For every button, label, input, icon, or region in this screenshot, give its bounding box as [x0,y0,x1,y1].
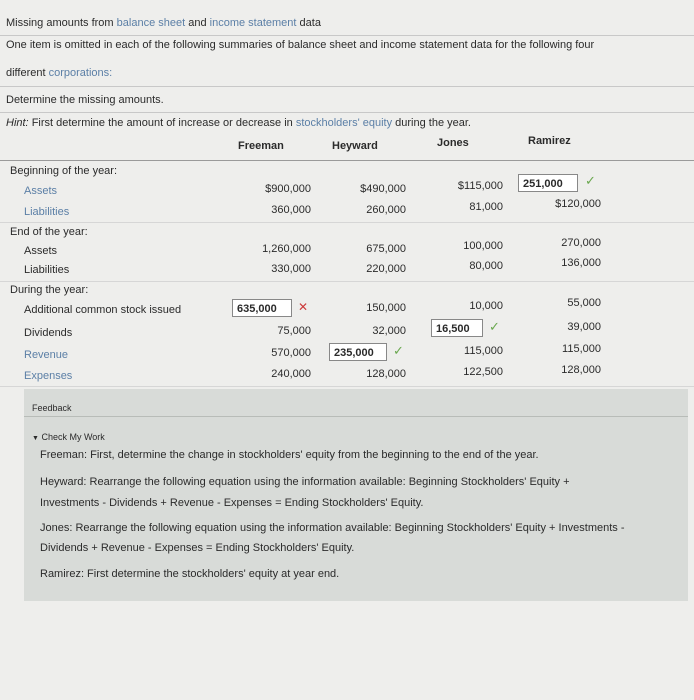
feedback-freeman: Freeman: First, determine the change in stockholders' equity from the beginning to the end of the year. [40,449,539,461]
row-label-revenue: Revenue [24,349,69,361]
heyward-end-liabilities: 220,000 [366,263,406,275]
freeman-end-liabilities: 330,000 [271,263,311,275]
jones-revenue: 115,000 [464,345,503,357]
correct-check-icon: ✓ [585,173,596,188]
balance-sheet-link[interactable]: balance sheet [116,17,186,29]
col-header-jones: Jones [437,137,469,149]
ramirez-revenue: 115,000 [562,343,601,355]
heyward-stock-issued: 150,000 [366,302,406,314]
header-divider [0,160,694,161]
jones-end-liabilities: 80,000 [469,260,503,272]
ramirez-expenses: 128,000 [561,364,601,376]
heyward-end-assets: 675,000 [366,243,406,255]
incorrect-icon: ✕ [298,300,309,314]
row-label-during: During the year: [10,284,89,296]
title-text: data [299,17,321,29]
page-title [6,17,321,29]
income-statement-link[interactable]: income statement [209,17,297,29]
ramirez-end-assets: 270,000 [561,237,601,249]
feedback-jones-2: Dividends + Revenue - Expenses = Ending Stockholders' Equity. [40,542,355,554]
freeman-revenue: 570,000 [271,347,311,359]
feedback-panel [24,389,688,601]
corporations-link[interactable]: corporations: [48,67,113,79]
row-divider [0,386,694,387]
ramirez-end-liabilities: 136,000 [561,257,601,269]
col-header-freeman: Freeman [238,140,284,152]
ramirez-stock-issued: 55,000 [567,297,601,309]
row-label-begin-assets: Assets [24,185,58,197]
feedback-heyward-2: Investments - Dividends + Revenue - Expenses = Ending Stockholders' Equity. [40,497,424,509]
freeman-dividends: 75,000 [277,325,311,337]
jones-dividends-input[interactable]: 16,500 [431,319,483,337]
freeman-begin-liabilities: 360,000 [271,204,311,216]
row-label-expenses: Expenses [24,370,73,382]
ramirez-begin-liabilities: $120,000 [555,198,601,210]
row-label-end-assets: Assets [24,245,58,257]
hint: Hint: First determine the amount of increase or decrease in stockholders' equity during the year. [6,117,471,129]
jones-end-assets: 100,000 [463,240,503,252]
title-text: Missing amounts from [6,17,114,29]
col-header-ramirez: Ramirez [528,135,571,147]
divider [0,112,694,113]
freeman-begin-assets: $900,000 [265,183,311,195]
col-header-heyward: Heyward [332,140,378,152]
instruction: Determine the missing amounts. [6,94,164,106]
correct-check-icon: ✓ [393,343,404,358]
row-divider [0,281,694,282]
heyward-begin-assets: $490,000 [360,183,406,195]
ramirez-begin-assets-input[interactable]: 251,000 [518,174,578,192]
intro-line-2: different corporations: [6,67,113,79]
stockholders-equity-link[interactable]: stockholders' equity [295,117,393,129]
feedback-divider [24,416,688,417]
row-divider [0,222,694,223]
jones-stock-issued: 10,000 [469,300,503,312]
divider [0,35,694,36]
correct-check-icon: ✓ [489,319,500,334]
row-label-stock-issued: Additional common stock issued [24,304,182,316]
heyward-begin-liabilities: 260,000 [366,204,406,216]
jones-begin-assets: $115,000 [457,180,503,192]
heyward-dividends: 32,000 [372,325,406,337]
jones-begin-liabilities: 81,000 [469,201,503,213]
title-text: and [188,17,207,29]
intro-line-1: One item is omitted in each of the following summaries of balance sheet and income statement data for the following four [6,39,595,51]
freeman-expenses: 240,000 [271,368,311,380]
row-label-beginning: Beginning of the year: [10,165,118,177]
divider [0,86,694,87]
heyward-revenue-input[interactable]: 235,000 [329,343,387,361]
heyward-expenses: 128,000 [366,368,406,380]
row-label-begin-liabilities: Liabilities [24,206,70,218]
row-label-end: End of the year: [10,226,88,238]
feedback-jones-1: Jones: Rearrange the following equation using the information available: Beginning Stockholders' Equity + Investments - [40,522,625,534]
check-my-work-toggle[interactable]: ▼ Check My Work [32,432,105,442]
freeman-stock-issued-input[interactable]: 635,000 [232,299,292,317]
triangle-down-icon: ▼ [32,435,39,442]
row-label-end-liabilities: Liabilities [24,264,70,276]
feedback-ramirez: Ramirez: First determine the stockholders' equity at year end. [40,568,340,580]
feedback-label: Feedback [32,403,72,413]
feedback-heyward-1: Heyward: Rearrange the following equation using the information available: Beginning Stockholders' Equity + [40,476,570,488]
freeman-end-assets: 1,260,000 [262,243,311,255]
ramirez-dividends: 39,000 [567,321,601,333]
jones-expenses: 122,500 [463,366,503,378]
row-label-dividends: Dividends [24,327,73,339]
